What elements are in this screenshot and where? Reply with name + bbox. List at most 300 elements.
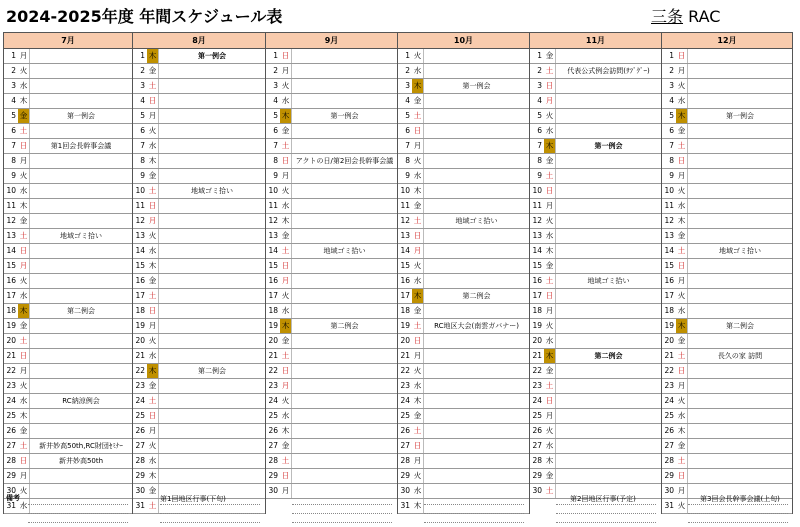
event-text — [423, 244, 529, 258]
day-number: 22 — [268, 366, 278, 375]
day-row — [662, 259, 792, 274]
weekday: 金 — [677, 336, 686, 345]
day-number: 1 — [405, 51, 410, 60]
weekday: 水 — [148, 246, 157, 255]
weekday: 日 — [148, 306, 157, 315]
day-row — [530, 454, 661, 469]
weekday: 木 — [147, 49, 158, 63]
month-header: 9月 — [266, 33, 397, 49]
weekday: 月 — [19, 471, 28, 480]
event-text — [29, 349, 132, 363]
event-text — [291, 214, 397, 228]
event-text — [687, 229, 792, 243]
event-text — [555, 94, 661, 108]
weekday: 日 — [677, 261, 686, 270]
day-number: 25 — [135, 411, 145, 420]
weekday: 土 — [148, 291, 157, 300]
event-text — [291, 199, 397, 213]
day-row — [266, 169, 397, 184]
event-text: 第二例会 — [687, 319, 792, 333]
event-text — [687, 289, 792, 303]
day-number: 4 — [537, 96, 542, 105]
day-number: 7 — [11, 141, 16, 150]
day-row — [662, 334, 792, 349]
day-number: 23 — [6, 381, 16, 390]
event-text — [291, 49, 397, 63]
day-row — [133, 64, 265, 79]
day-number: 2 — [669, 66, 674, 75]
day-number: 12 — [268, 216, 278, 225]
day-row — [4, 49, 132, 64]
day-row — [530, 424, 661, 439]
event-text — [291, 139, 397, 153]
day-row — [4, 124, 132, 139]
note-line — [556, 513, 656, 514]
day-row — [266, 154, 397, 169]
day-row — [266, 94, 397, 109]
day-row — [398, 184, 529, 199]
day-number: 7 — [537, 141, 542, 150]
day-number: 17 — [532, 291, 542, 300]
day-row — [662, 439, 792, 454]
event-text — [158, 349, 265, 363]
day-number: 9 — [405, 171, 410, 180]
day-row — [4, 169, 132, 184]
event-text — [423, 364, 529, 378]
day-number: 15 — [135, 261, 145, 270]
event-text — [555, 424, 661, 438]
weekday: 木 — [281, 216, 290, 225]
day-row — [530, 259, 661, 274]
event-text — [423, 304, 529, 318]
weekday: 月 — [545, 96, 554, 105]
weekday: 木 — [412, 79, 423, 93]
weekday: 火 — [19, 276, 28, 285]
day-number: 26 — [664, 426, 674, 435]
day-row — [530, 244, 661, 259]
event-text — [423, 49, 529, 63]
day-number: 14 — [400, 246, 410, 255]
day-number: 30 — [400, 486, 410, 495]
day-number: 19 — [268, 321, 278, 330]
day-number: 5 — [669, 111, 674, 120]
day-row — [398, 409, 529, 424]
event-text — [687, 64, 792, 78]
day-number: 7 — [405, 141, 410, 150]
weekday: 日 — [281, 51, 290, 60]
event-text: 第一例会 — [687, 109, 792, 123]
note-line — [28, 504, 128, 505]
event-text — [158, 154, 265, 168]
day-number: 22 — [664, 366, 674, 375]
day-row — [133, 124, 265, 139]
day-row — [133, 334, 265, 349]
note-item: 第2回地区行事(予定) — [570, 495, 636, 503]
weekday: 土 — [677, 456, 686, 465]
event-text — [29, 334, 132, 348]
day-row — [662, 169, 792, 184]
day-row — [662, 109, 792, 124]
day-row — [266, 424, 397, 439]
weekday: 日 — [677, 156, 686, 165]
weekday: 火 — [281, 186, 290, 195]
day-row — [266, 244, 397, 259]
weekday: 金 — [19, 426, 28, 435]
day-number: 7 — [669, 141, 674, 150]
day-row — [133, 439, 265, 454]
event-text — [555, 124, 661, 138]
club-name-rest: RAC — [683, 7, 721, 26]
weekday: 土 — [19, 336, 28, 345]
event-text: 第二例会 — [29, 304, 132, 318]
day-number: 9 — [537, 171, 542, 180]
weekday: 月 — [148, 426, 157, 435]
day-number: 28 — [532, 456, 542, 465]
event-text — [423, 424, 529, 438]
day-number: 16 — [268, 276, 278, 285]
day-number: 25 — [532, 411, 542, 420]
event-text — [687, 379, 792, 393]
event-text: 代表公式例会訪問(ｻﾌﾞｸﾞｰ) — [555, 64, 661, 78]
day-row — [398, 109, 529, 124]
day-row — [530, 199, 661, 214]
day-row — [662, 454, 792, 469]
day-row — [662, 184, 792, 199]
event-text: 第一例会 — [423, 79, 529, 93]
day-row — [398, 259, 529, 274]
day-row — [266, 64, 397, 79]
weekday: 火 — [413, 261, 422, 270]
day-number: 9 — [273, 171, 278, 180]
weekday: 土 — [148, 501, 157, 510]
day-number: 21 — [268, 351, 278, 360]
day-row — [398, 244, 529, 259]
day-row — [398, 274, 529, 289]
day-row — [398, 94, 529, 109]
day-number: 20 — [664, 336, 674, 345]
weekday: 日 — [677, 471, 686, 480]
event-text — [29, 469, 132, 483]
event-text: 第一例会 — [555, 139, 661, 153]
event-text — [555, 184, 661, 198]
weekday: 土 — [545, 381, 554, 390]
day-row — [398, 304, 529, 319]
day-number: 23 — [664, 381, 674, 390]
weekday: 金 — [545, 471, 554, 480]
month-column — [4, 33, 133, 514]
weekday: 土 — [677, 351, 686, 360]
day-row — [4, 184, 132, 199]
day-row — [266, 364, 397, 379]
day-number: 1 — [537, 51, 542, 60]
event-text — [423, 184, 529, 198]
day-number: 18 — [268, 306, 278, 315]
day-row — [4, 214, 132, 229]
weekday: 金 — [677, 231, 686, 240]
day-number: 22 — [6, 366, 16, 375]
weekday: 火 — [545, 111, 554, 120]
event-text — [555, 364, 661, 378]
note-line — [556, 522, 656, 523]
day-number: 15 — [268, 261, 278, 270]
day-number: 25 — [400, 411, 410, 420]
day-number: 15 — [532, 261, 542, 270]
event-text — [291, 64, 397, 78]
day-row — [4, 274, 132, 289]
event-text: 第二例会 — [555, 349, 661, 363]
event-text — [555, 439, 661, 453]
weekday: 日 — [19, 351, 28, 360]
weekday: 水 — [413, 171, 422, 180]
day-number: 8 — [140, 156, 145, 165]
weekday: 土 — [281, 351, 290, 360]
event-text — [555, 289, 661, 303]
weekday: 火 — [281, 81, 290, 90]
day-number: 12 — [135, 216, 145, 225]
event-text: 第一例会 — [291, 109, 397, 123]
day-row — [133, 229, 265, 244]
event-text: 地域ゴミ拾い — [555, 274, 661, 288]
day-row — [266, 229, 397, 244]
note-line — [424, 504, 524, 505]
note-line — [160, 504, 260, 505]
weekday: 日 — [148, 411, 157, 420]
event-text: 新井妙高50th,RC財団ｾﾐﾅｰ — [29, 439, 132, 453]
event-text — [29, 289, 132, 303]
weekday: 土 — [413, 426, 422, 435]
event-text — [29, 214, 132, 228]
weekday: 水 — [413, 381, 422, 390]
event-text — [29, 79, 132, 93]
day-number: 11 — [268, 201, 278, 210]
event-text — [291, 394, 397, 408]
day-row — [662, 304, 792, 319]
day-row — [133, 154, 265, 169]
event-text — [158, 229, 265, 243]
day-row — [530, 349, 661, 364]
weekday: 日 — [413, 126, 422, 135]
weekday: 木 — [148, 156, 157, 165]
day-number: 22 — [135, 366, 145, 375]
event-text — [158, 394, 265, 408]
event-text — [29, 124, 132, 138]
day-number: 28 — [400, 456, 410, 465]
weekday: 火 — [19, 381, 28, 390]
weekday: 木 — [677, 216, 686, 225]
weekday: 月 — [677, 66, 686, 75]
event-text — [555, 109, 661, 123]
event-text — [158, 409, 265, 423]
event-text — [687, 409, 792, 423]
day-row — [133, 79, 265, 94]
event-text — [687, 424, 792, 438]
event-text — [687, 439, 792, 453]
day-number: 31 — [664, 501, 674, 510]
day-row — [133, 184, 265, 199]
event-text — [423, 199, 529, 213]
day-number: 16 — [400, 276, 410, 285]
day-row — [133, 214, 265, 229]
day-number: 8 — [11, 156, 16, 165]
weekday: 金 — [677, 126, 686, 135]
note-line — [160, 522, 260, 523]
day-number: 28 — [664, 456, 674, 465]
day-row — [133, 94, 265, 109]
event-text — [687, 454, 792, 468]
day-number: 20 — [6, 336, 16, 345]
weekday: 土 — [545, 171, 554, 180]
event-text: 第二例会 — [158, 364, 265, 378]
weekday: 火 — [677, 291, 686, 300]
day-number: 6 — [11, 126, 16, 135]
day-row — [530, 274, 661, 289]
month-column — [398, 33, 530, 514]
event-text — [158, 214, 265, 228]
day-row — [662, 394, 792, 409]
day-row — [4, 439, 132, 454]
note-line — [688, 522, 788, 523]
day-number: 7 — [140, 141, 145, 150]
day-row — [266, 139, 397, 154]
event-text — [29, 49, 132, 63]
day-number: 19 — [400, 321, 410, 330]
day-number: 28 — [268, 456, 278, 465]
day-row — [530, 109, 661, 124]
event-text: 新井妙高50th — [29, 454, 132, 468]
day-number: 26 — [268, 426, 278, 435]
day-number: 6 — [273, 126, 278, 135]
weekday: 月 — [677, 276, 686, 285]
note-line — [28, 522, 128, 523]
weekday: 水 — [281, 411, 290, 420]
day-number: 23 — [400, 381, 410, 390]
event-text — [423, 94, 529, 108]
event-text — [291, 469, 397, 483]
notes-label: 備考 — [6, 494, 20, 502]
event-text — [291, 334, 397, 348]
weekday: 日 — [545, 291, 554, 300]
day-row — [266, 304, 397, 319]
day-number: 21 — [6, 351, 16, 360]
weekday: 木 — [677, 426, 686, 435]
day-number: 13 — [664, 231, 674, 240]
event-text — [423, 469, 529, 483]
day-row — [530, 289, 661, 304]
day-row — [133, 304, 265, 319]
day-row — [133, 469, 265, 484]
weekday: 水 — [677, 201, 686, 210]
day-number: 31 — [135, 501, 145, 510]
event-text — [423, 409, 529, 423]
day-number: 27 — [664, 441, 674, 450]
weekday: 火 — [677, 186, 686, 195]
event-text — [687, 214, 792, 228]
weekday: 月 — [677, 381, 686, 390]
day-number: 31 — [6, 501, 16, 510]
weekday: 金 — [545, 156, 554, 165]
day-row — [266, 199, 397, 214]
day-row — [4, 469, 132, 484]
event-text — [291, 349, 397, 363]
note-line — [292, 504, 392, 505]
event-text — [423, 154, 529, 168]
weekday: 水 — [677, 306, 686, 315]
event-text — [687, 169, 792, 183]
event-text — [687, 334, 792, 348]
weekday: 木 — [19, 201, 28, 210]
day-row — [398, 364, 529, 379]
weekday: 日 — [281, 366, 290, 375]
day-row — [662, 424, 792, 439]
schedule-grid — [3, 32, 793, 514]
weekday: 土 — [281, 246, 290, 255]
weekday: 土 — [413, 216, 422, 225]
day-row — [530, 409, 661, 424]
event-text — [158, 244, 265, 258]
event-text: RC地区大会(南雲ガバナー) — [423, 319, 529, 333]
day-number: 22 — [532, 366, 542, 375]
day-number: 29 — [135, 471, 145, 480]
weekday: 水 — [281, 201, 290, 210]
event-text — [291, 379, 397, 393]
day-number: 5 — [11, 111, 16, 120]
event-text — [158, 139, 265, 153]
weekday: 火 — [545, 426, 554, 435]
weekday: 火 — [148, 441, 157, 450]
day-number: 30 — [532, 486, 542, 495]
weekday: 月 — [413, 351, 422, 360]
day-number: 1 — [11, 51, 16, 60]
day-number: 15 — [6, 261, 16, 270]
weekday: 水 — [19, 501, 28, 510]
day-number: 3 — [537, 81, 542, 90]
weekday: 月 — [413, 456, 422, 465]
weekday: 水 — [19, 81, 28, 90]
event-text: 地域ゴミ拾い — [423, 214, 529, 228]
event-text — [158, 169, 265, 183]
weekday: 金 — [148, 486, 157, 495]
weekday: 火 — [19, 171, 28, 180]
day-row — [662, 139, 792, 154]
weekday: 水 — [413, 66, 422, 75]
event-text — [687, 259, 792, 273]
event-text — [158, 289, 265, 303]
day-number: 19 — [6, 321, 16, 330]
month-header: 8月 — [133, 33, 265, 49]
event-text — [291, 274, 397, 288]
month-column — [530, 33, 662, 514]
weekday: 木 — [280, 109, 291, 123]
day-number: 13 — [268, 231, 278, 240]
weekday: 月 — [281, 171, 290, 180]
event-text — [291, 229, 397, 243]
event-text — [423, 379, 529, 393]
day-number: 18 — [532, 306, 542, 315]
event-text — [291, 409, 397, 423]
weekday: 水 — [413, 486, 422, 495]
event-text — [555, 199, 661, 213]
event-text — [555, 229, 661, 243]
day-number: 16 — [6, 276, 16, 285]
event-text: 地域ゴミ拾い — [158, 184, 265, 198]
day-row — [530, 439, 661, 454]
weekday: 土 — [281, 141, 290, 150]
event-text — [555, 169, 661, 183]
event-text — [158, 124, 265, 138]
day-number: 2 — [11, 66, 16, 75]
weekday: 土 — [281, 456, 290, 465]
day-row — [530, 379, 661, 394]
